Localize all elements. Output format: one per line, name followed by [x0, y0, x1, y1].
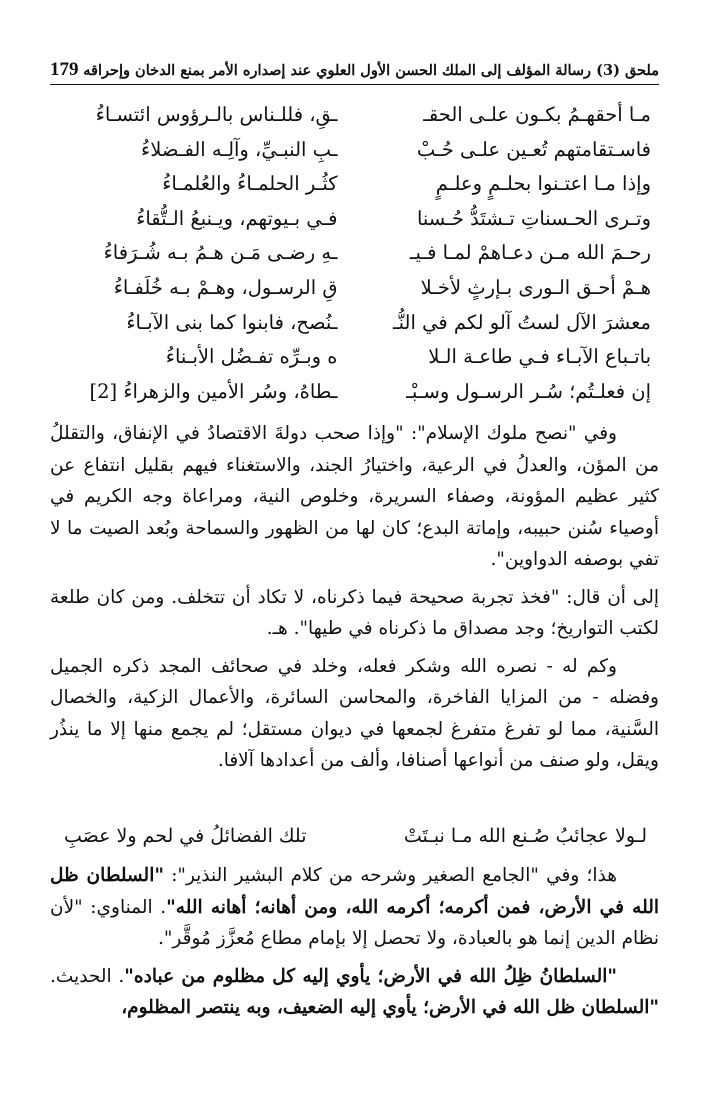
page-number: 179 — [50, 59, 79, 80]
running-header — [50, 56, 659, 85]
paragraph: وكم له - نصره الله وشكر فعله، وخلد في صحائف المجد ذكره الجميل وفضله - من المزايا الفاخرة، والمحاسن السائرة، والأعمال الزكية، والخصال السَّنية، مما لو تفرغ متفرغ لجمعها في ديوان مستقل؛ لم يجمع منها إلا ما ينذُر ويقل، ولو صنف من أنواعها أصنافا، وألف من أعدادها آلافا. — [50, 655, 659, 771]
poem-hemistich-right: مـا أحقهـمُ بكـون علـى الحقـ — [423, 103, 651, 126]
poem-hemistich-right: رحـمَ الله مـن دعـاهمْ لمـا فـيـ — [409, 241, 651, 265]
paragraph: إلى أن قال: "فخذ تجربة صحيحة فيما ذكرناه، لا تكاد أن تتخلف. ومن كان طلعة لكتب التواريخ؛ وجد مصداق ما ذكرناه في طيها". هـ. — [50, 586, 659, 639]
poem-hemistich-right: باتـباع الآبـاء فـي طاعـة الـلا — [428, 345, 651, 369]
couplet-hemistich-left: تلك الفضائلُ في لحم ولا عصَبِ — [64, 825, 307, 847]
poem-hemistich-left: ـطاهُ، وسُر الأمين والزهراءُ [2] — [89, 379, 338, 403]
paragraph — [50, 961, 659, 1024]
poem-hemistich-right: وتـرى الحـسناتِ تـشتَدُّ حُـسنا — [416, 206, 651, 230]
body-text-continued — [50, 860, 659, 1030]
paragraph-text: . الحديث. — [50, 965, 125, 987]
body-text — [50, 418, 659, 783]
poem-hemistich-right: فاسـتقامتهم تُعـين علـى حُـبْ — [416, 137, 651, 161]
poem-hemistich-left: ـبِ النبـيِّ، وآلِـه الفـضلاءُ — [141, 137, 338, 161]
header-title: ملحق (3) رسالة المؤلف إلى الملك الحسن الأول العلوي عند إصداره الأمر بمنع الدخان وإحراقه — [83, 61, 659, 79]
hadith-quote: "السلطان ظل الله في الأرض، فمن أكرمه؛ أكرمه الله، ومن أهانه؛ أهانه الله" — [50, 865, 659, 918]
poem-hemistich-left: ه وبـرِّه تفـضُل الأبـناءُ — [165, 345, 338, 369]
poem-hemistich-right: وإذا مـا اعتـنوا بحلـمٍ وعلـمٍ — [435, 172, 651, 196]
poem — [62, 98, 651, 409]
paragraph — [50, 860, 659, 955]
hadith-quote: "السلطانُ ظِلُ الله في الأرض؛ يأوي إليه كل مظلوم من عباده" — [124, 965, 618, 987]
paragraph-text: . المناوي: "لأن نظام الدين إنما هو بالعبادة، ولا تحصل إلا بإمام مطاع مُعزَّز مُوقَّر". — [50, 896, 659, 949]
couplet-hemistich-right: لـولا عجائبُ صُـنع الله مـا نبـتَتْ — [403, 825, 647, 847]
poem-hemistich-left: قِ الرسـول، وهـمْ بـه خُلَفـاءُ — [113, 275, 338, 299]
paragraph-text: هذا؛ وفي "الجامع الصغير وشرحه من كلام البشير النذير": — [163, 865, 617, 886]
paragraph: وفي "نصح ملوك الإسلام": "وإذا صحب دولةَ الاقتصادُ في الإنفاق، والتقللُ من المؤن، والعدلُ في الرعية، واختيارُ الجند، والاستغناء فيهم بقليل انتفاع عن كثير عظيم المؤونة، وصفاء السريرة، وخلوص النية، ومراعاة وجه الكريم في أوصياء سُنن حبيبه، وإماتة البدع؛ كان لها من الظهور والسماحة وبُعد الصيت ما لا تفي بوصفه الدواوين". — [50, 423, 659, 570]
poem-hemistich-left: ـهِ رضـى مَـن هـمُ بـه شُـرَفاءُ — [103, 241, 338, 265]
hadith-quote: "السلطان ظل الله في الأرض؛ يأوي إليه الضعيف، وبه ينتصر المظلوم، — [121, 997, 659, 1018]
poem-hemistich-left: ـنُصح، فابنوا كما بنى الآبـاءُ — [126, 310, 338, 334]
poem-hemistich-left: فـي بـيوتهم، ويـنبعُ الـتُّقاءُ — [136, 206, 338, 230]
poem-hemistich-left: كثُـر الحلمـاءُ والعُلمـاءُ — [162, 172, 338, 196]
verse-couplet — [64, 821, 647, 851]
poem-hemistich-right: إن فعلـتُم؛ سُـر الرسـول وسـبْـ — [406, 379, 651, 403]
poem-hemistich-right: هـمْ أحـق الـورى بـإرثٍ لأخـلا — [420, 275, 651, 299]
poem-hemistich-right: معشرَ الآل لستُ آلو لكم في النُّـ — [392, 310, 651, 334]
poem-hemistich-left: ـقِ، فللـناس بالـرؤوس ائتسـاءُ — [95, 103, 338, 126]
